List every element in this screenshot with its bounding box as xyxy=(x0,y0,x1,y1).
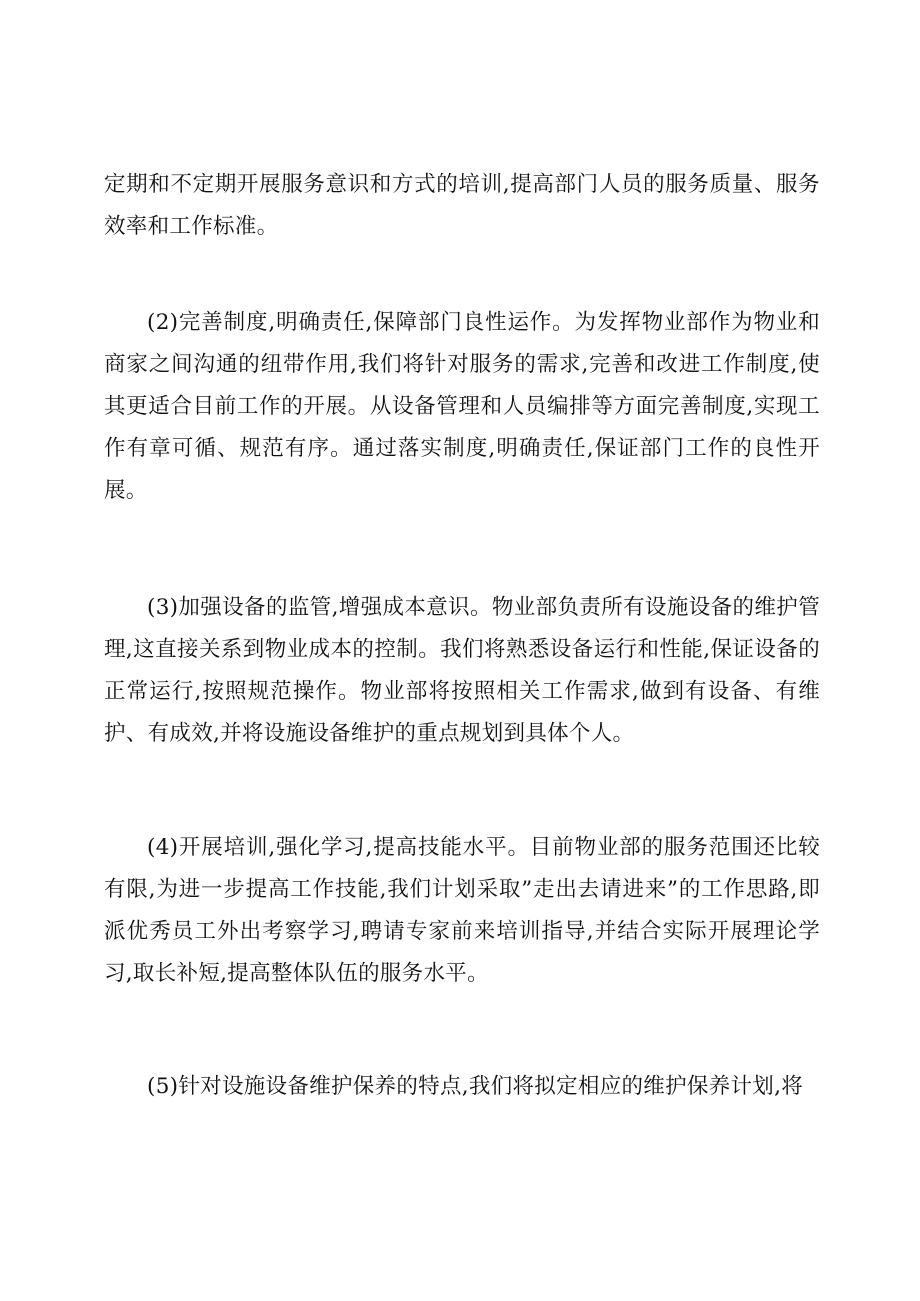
paragraph-item-3: (3)加强设备的监管,增强成本意识。物业部负责所有设施设备的维护管理,这直接关系到物业成本的控制。我们将熟悉设备运行和性能,保证设备的正常运行,按照规范操作。物业部将按照相关工作需求,做到有设备、有维护、有成效,并将设施设备维护的重点规划到具体个人。 xyxy=(104,595,820,746)
paragraph-item-4: (4)开展培训,强化学习,提高技能水平。目前物业部的服务范围还比较有限,为进一步提高工作技能,我们计划采取”走出去请进来”的工作思路,即派优秀员工外出考察学习,聘请专家前来培训指导,并结合实际开展理论学习,取长补短,提高整体队伍的服务水平。 xyxy=(104,835,820,986)
paragraph-item-2: (2)完善制度,明确责任,保障部门良性运作。为发挥物业部作为物业和商家之间沟通的纽带作用,我们将针对服务的需求,完善和改进工作制度,使其更适合目前工作的开展。从设备管理和人员编排等方面完善制度,实现工作有章可循、规范有序。通过落实制度,明确责任,保证部门工作的良性开展。 xyxy=(104,310,820,503)
paragraph-training-continuation: 定期和不定期开展服务意识和方式的培训,提高部门人员的服务质量、服务效率和工作标准。 xyxy=(104,172,820,239)
paragraph-item-5: (5)针对设施设备维护保养的特点,我们将拟定相应的维护保养计划,将 xyxy=(147,1074,804,1099)
